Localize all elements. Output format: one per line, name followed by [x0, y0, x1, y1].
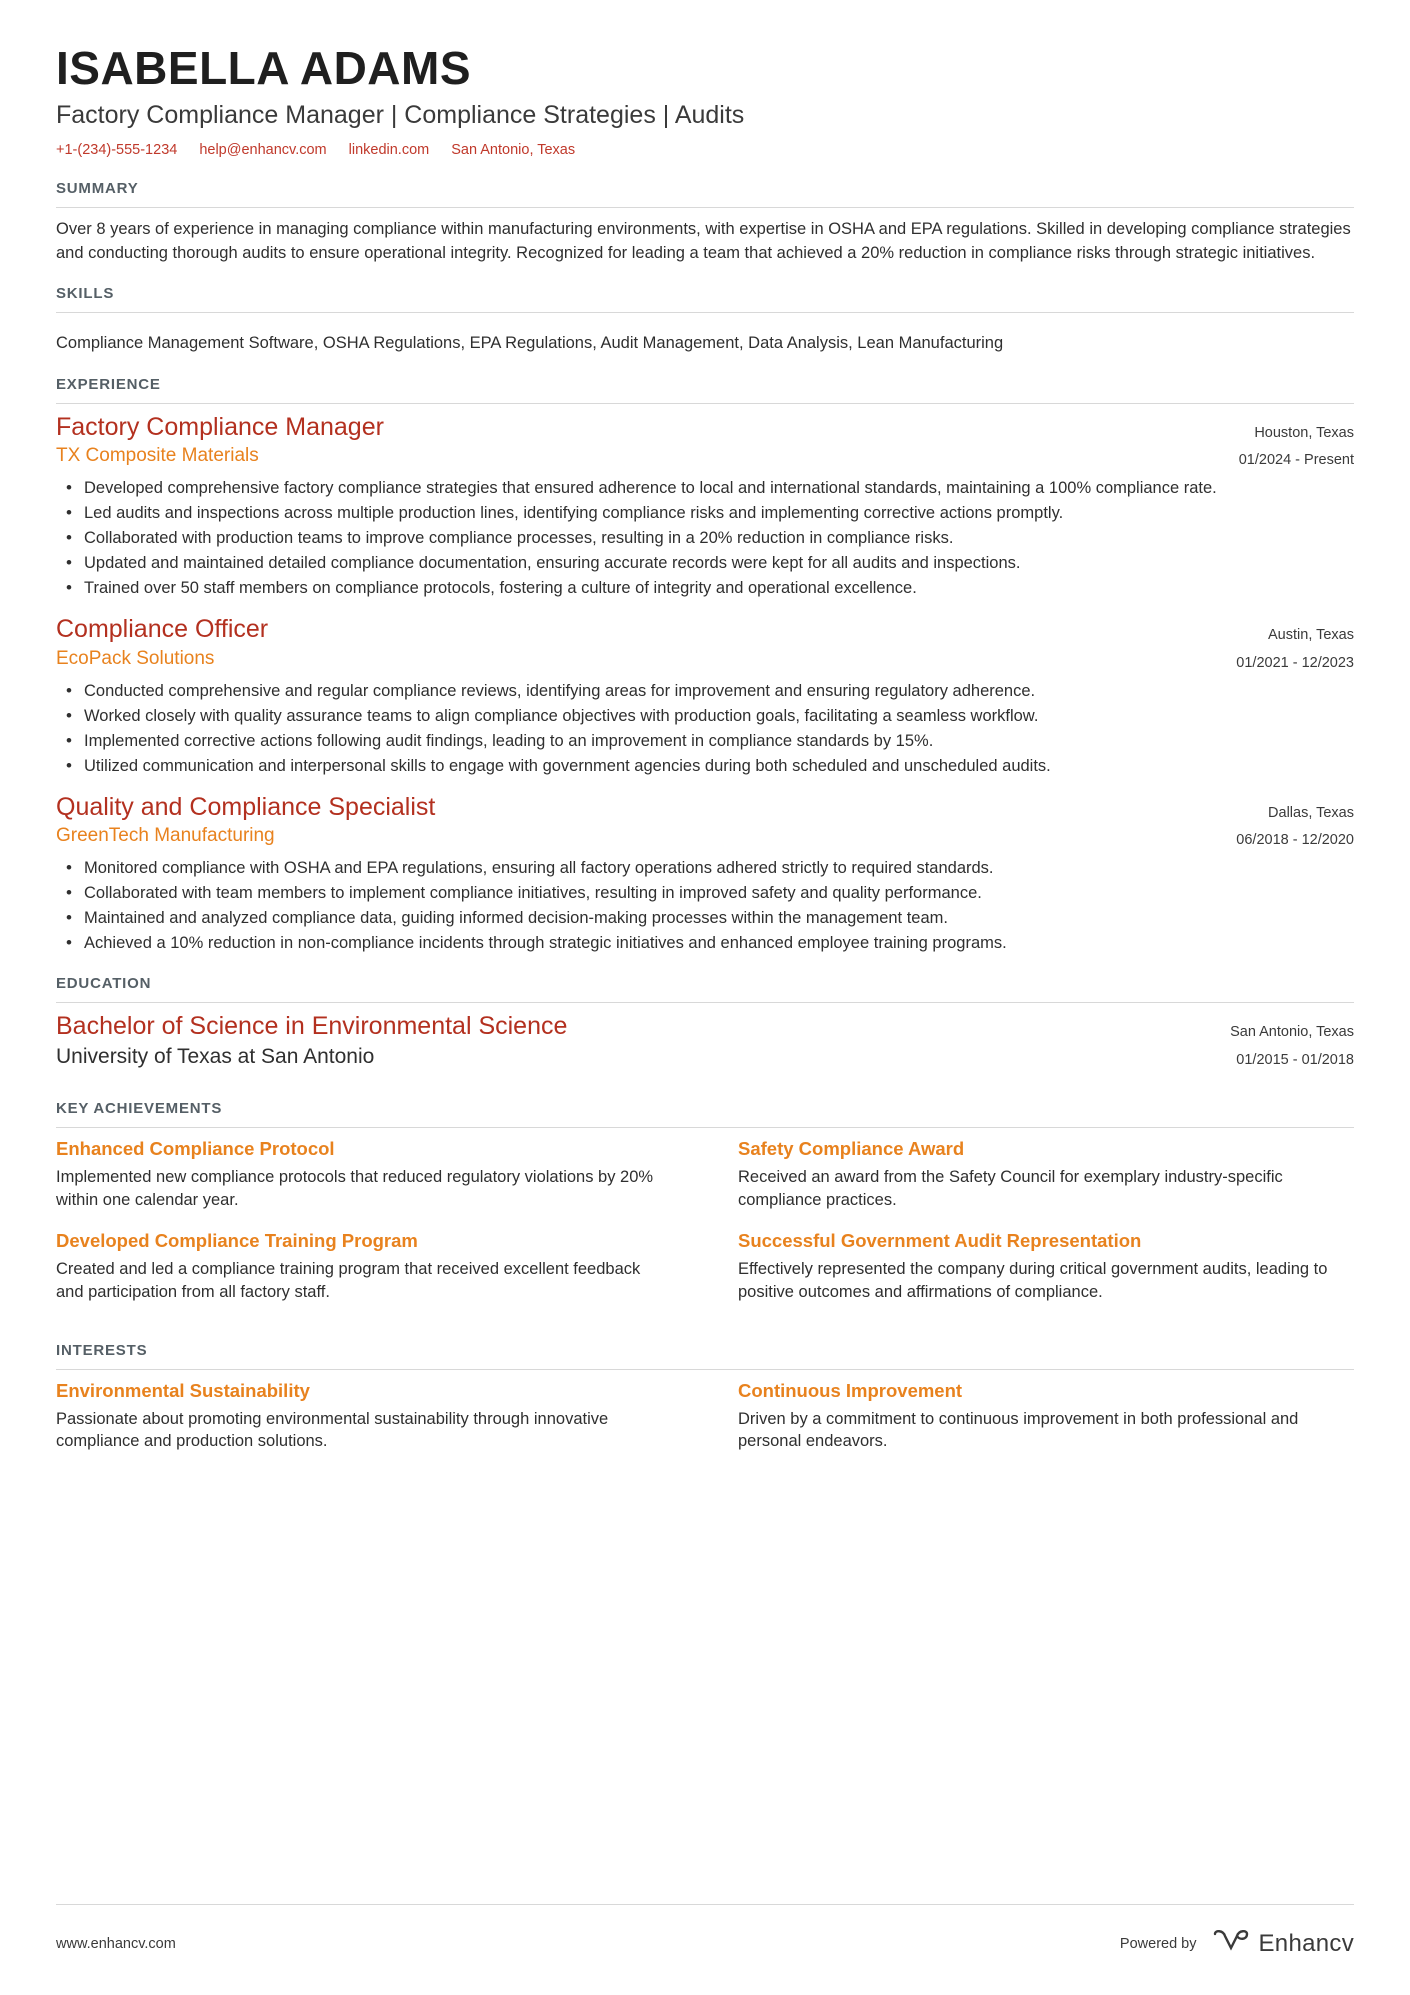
powered-by-label: Powered by: [1119, 1935, 1197, 1952]
page-title: ISABELLA ADAMS: [56, 42, 472, 94]
education-dates: 01/2015 - 01/2018: [1236, 1051, 1354, 1068]
section-skills: [56, 285, 1354, 356]
job-bullet: • Utilized communication and interpersonal skills to engage with government agencies during both scheduled and unscheduled audits.: [82, 755, 1354, 778]
job-bullet: • Worked closely with quality assurance teams to align compliance objectives with production goals, facilitating a seamless workflow.: [82, 705, 1354, 728]
job-dates: 06/2018 - 12/2020: [1236, 832, 1354, 849]
enhancv-wordmark: Enhancv: [1258, 1929, 1354, 1957]
experience-entry: [56, 794, 1354, 955]
footer: [56, 1928, 1354, 1959]
section-experience: [56, 376, 1354, 956]
job-title: Quality and Compliance Specialist: [56, 792, 436, 821]
contact-linkedin[interactable]: linkedin.com: [348, 142, 430, 159]
job-bullets: [56, 477, 1354, 600]
section-title-skills: SKILLS: [56, 285, 115, 303]
job-company: TX Composite Materials: [56, 445, 259, 467]
achievement-item: [738, 1230, 1354, 1304]
interest-item: [738, 1380, 1354, 1454]
enhancv-mark-icon: [1211, 1928, 1251, 1959]
job-bullet: • Achieved a 10% reduction in non-compliance incidents through strategic initiatives and enhanced employee training programs.: [82, 932, 1354, 955]
divider: [56, 403, 1354, 404]
achievement-title: Safety Compliance Award: [738, 1138, 965, 1160]
summary-text: Over 8 years of experience in managing compliance within manufacturing environments, with expertise in OSHA and EPA regulations. Skilled in developing compliance strategies and conducting thorough audits to ensure operational integrity. Recognized for leading a team that achieved a 20% reduction in compliance risks through strategic initiatives.: [56, 220, 1351, 262]
achievement-desc: Effectively represented the company during critical government audits, leading to positive outcomes and affirmations of compliance.: [738, 1260, 1328, 1301]
achievement-title: Enhanced Compliance Protocol: [56, 1138, 335, 1160]
achievements-grid: [56, 1138, 1354, 1321]
interest-desc: Driven by a commitment to continuous improvement in both professional and personal endeavors.: [738, 1409, 1299, 1451]
job-bullets: [56, 680, 1354, 778]
footer-brand-block: [1120, 1928, 1354, 1959]
section-title-interests: INTERESTS: [56, 1341, 148, 1359]
job-bullet: • Updated and maintained detailed compliance documentation, ensuring accurate records were kept for all audits and inspections.: [82, 552, 1354, 575]
achievement-item: [738, 1138, 1354, 1212]
interest-desc: Passionate about promoting environmental sustainability through innovative compliance and production solutions.: [56, 1409, 609, 1451]
job-location: Dallas, Texas: [1268, 804, 1354, 821]
education-school: University of Texas at San Antonio: [56, 1044, 375, 1068]
job-dates: 01/2024 - Present: [1238, 452, 1354, 469]
interests-grid: [56, 1380, 1354, 1472]
achievement-title: Successful Government Audit Representation: [738, 1230, 1142, 1252]
enhancv-logo: [1211, 1928, 1355, 1959]
contact-email[interactable]: help@enhancv.com: [199, 142, 327, 159]
job-bullets: [56, 857, 1354, 955]
job-bullet: • Collaborated with team members to implement compliance initiatives, resulting in improved safety and quality performance.: [82, 882, 1354, 905]
section-title-key-achievements: KEY ACHIEVEMENTS: [56, 1100, 223, 1118]
job-company: GreenTech Manufacturing: [56, 825, 275, 847]
education-degree: Bachelor of Science in Environmental Science: [56, 1012, 568, 1041]
resume-header: [56, 44, 1354, 158]
section-education: [56, 975, 1354, 1074]
achievement-desc: Created and led a compliance training program that received excellent feedback and participation from all factory staff.: [56, 1260, 641, 1301]
job-title: Factory Compliance Manager: [56, 412, 384, 441]
job-location: Houston, Texas: [1254, 424, 1354, 441]
experience-entry: [56, 414, 1354, 601]
job-bullet: • Led audits and inspections across multiple production lines, identifying compliance risks and implementing corrective actions promptly.: [82, 502, 1354, 525]
section-title-education: EDUCATION: [56, 975, 152, 993]
divider: [56, 1369, 1354, 1370]
achievement-item: [56, 1138, 672, 1212]
section-key-achievements: [56, 1100, 1354, 1321]
achievement-desc: Implemented new compliance protocols that reduced regulatory violations by 20% within one calendar year.: [56, 1168, 654, 1210]
education-location: San Antonio, Texas: [1230, 1024, 1354, 1041]
divider: [56, 1002, 1354, 1003]
job-company: EcoPack Solutions: [56, 647, 215, 669]
achievement-desc: Received an award from the Safety Council for exemplary industry-specific compliance practices.: [738, 1168, 1283, 1210]
section-title-experience: EXPERIENCE: [56, 375, 161, 393]
job-bullet: • Developed comprehensive factory compliance strategies that ensured adherence to local and international standards, maintaining a 100% compliance rate.: [82, 477, 1354, 500]
divider: [56, 312, 1354, 313]
section-title-summary: SUMMARY: [56, 180, 139, 198]
footer-divider: [56, 1904, 1354, 1905]
divider: [56, 1127, 1354, 1128]
achievement-item: [56, 1230, 672, 1304]
job-bullet: • Monitored compliance with OSHA and EPA regulations, ensuring all factory operations adhered strictly to required standards.: [82, 857, 1354, 880]
experience-entry: [56, 616, 1354, 777]
contact-location: San Antonio, Texas: [451, 142, 576, 159]
contact-row: [56, 142, 1354, 158]
job-title: Compliance Officer: [56, 615, 269, 644]
contact-phone: +1-(234)-555-1234: [56, 142, 178, 159]
achievement-title: Developed Compliance Training Program: [56, 1230, 418, 1252]
education-entry: [56, 1013, 1354, 1074]
section-interests: [56, 1342, 1354, 1472]
job-bullet: • Collaborated with production teams to improve compliance processes, resulting in a 20% reduction in compliance risks.: [82, 527, 1354, 550]
job-bullet: • Trained over 50 staff members on compliance protocols, fostering a culture of integrity and operational excellence.: [82, 577, 1354, 600]
job-bullet: • Implemented corrective actions following audit findings, leading to an improvement in compliance standards by 15%.: [82, 730, 1354, 753]
job-dates: 01/2021 - 12/2023: [1236, 655, 1354, 671]
job-bullet: • Conducted comprehensive and regular compliance reviews, identifying areas for improvement and ensuring regulatory adherence.: [82, 680, 1354, 703]
job-location: Austin, Texas: [1268, 627, 1354, 644]
interest-title: Environmental Sustainability: [56, 1379, 310, 1401]
job-bullet: • Maintained and analyzed compliance data, guiding informed decision-making processes within the management team.: [82, 907, 1354, 930]
interest-title: Continuous Improvement: [738, 1379, 963, 1401]
footer-url[interactable]: www.enhancv.com: [56, 1935, 176, 1952]
skills-text: Compliance Management Software, OSHA Regulations, EPA Regulations, Audit Management, Data Analysis, Lean Manufacturing: [56, 334, 1004, 353]
professional-headline: Factory Compliance Manager | Compliance Strategies | Audits: [56, 101, 745, 130]
section-summary: [56, 180, 1354, 265]
interest-item: [56, 1380, 672, 1454]
divider: [56, 207, 1354, 208]
